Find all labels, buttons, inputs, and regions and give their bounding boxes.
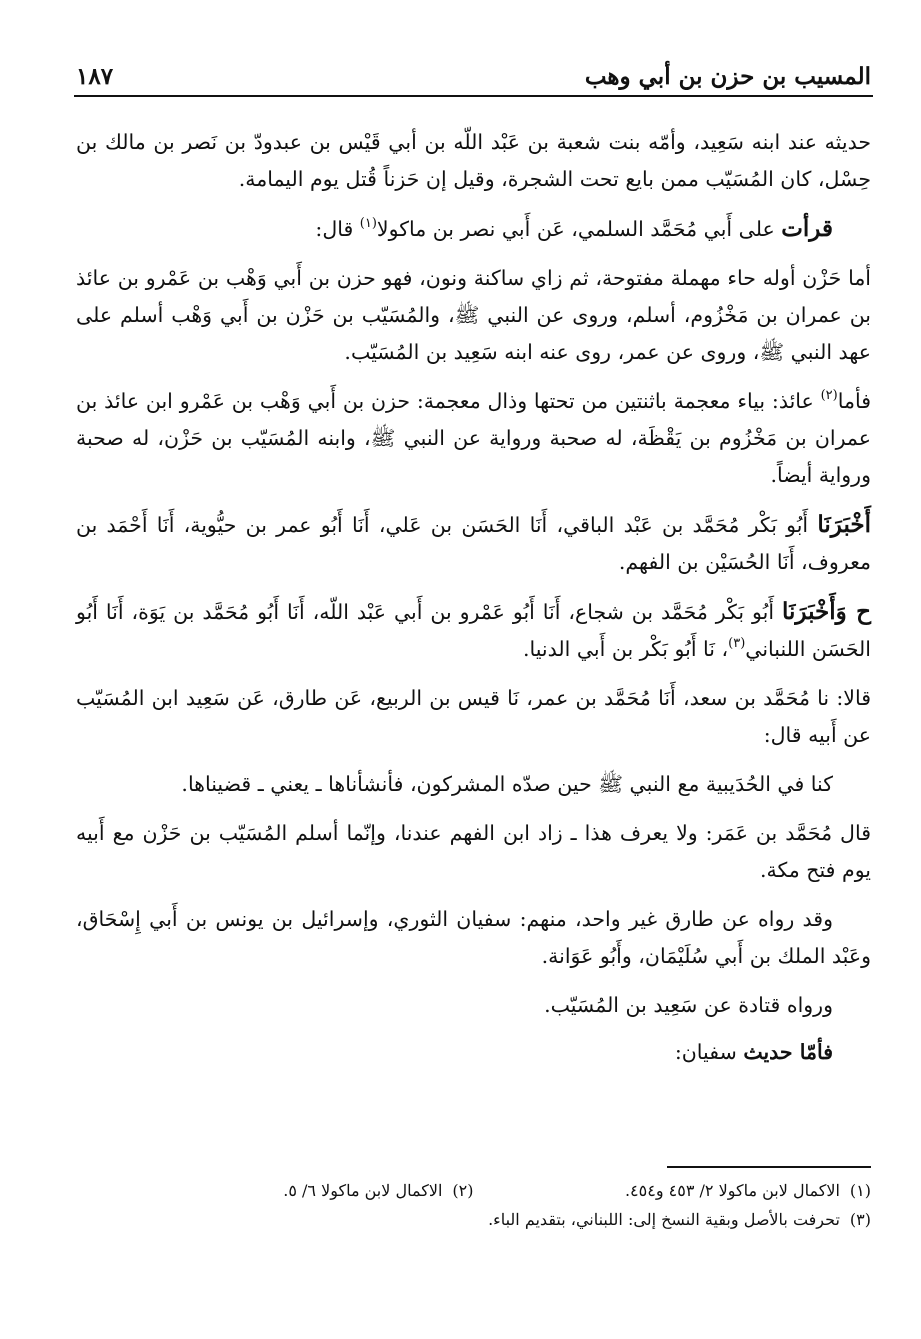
footnote-ref-2: (٢) [820, 388, 838, 403]
footnote-1 [474, 1176, 872, 1205]
paragraph-8 [76, 766, 871, 803]
paragraph-2-text-a: على أَبي مُحَمَّد السلمي، عَن أَبي نصر بن ماكولا [376, 217, 782, 241]
paragraph-12-lead: فأمّا حديث [743, 1040, 833, 1064]
paragraph-3-text: أما حَزْن أوله حاء مهملة مفتوحة، ثم زاي ساكنة ونون، فهو حزن بن أَبي وَهْب بن عَمْرو بن عائذ بن عمران بن مَخْزُوم، أسلم، وروى عن النبي ﷺ، والمُسَيّب بن حَزْن بن أَبي وَهْب أسلم على عهد النبي ﷺ، وروى عن عمر، روى عنه ابنه سَعِيد بن المُسَيّب. [76, 266, 871, 364]
paragraph-11-text: ورواه قتادة عن سَعِيد بن المُسَيّب. [544, 993, 833, 1017]
paragraph-6-lead: ح وَأَخْبَرَنَا [781, 598, 872, 625]
paragraph-4-text-b: عائذ: بياء معجمة باثنتين من تحتها وذال معجمة: حزن بن أَبي وَهْب بن عَمْرو ابن عائذ بن عمران بن مَخْزُوم بن يَقْظَة، له صحبة ورواية عن النبي ﷺ، وابنه المُسَيّب بن حَزْن، له صحبة ورواية أيضاً. [76, 389, 871, 487]
paragraph-5-text: أَبُو بَكْر مُحَمَّد بن عَبْد الباقي، أَنَا الحَسَن بن عَلي، أَنَا أَبُو عمر بن حيُّوية، أَنَا أَحْمَد بن معروف، أَنَا الحُسَيْن بن الفهم. [76, 513, 871, 574]
paragraph-1 [76, 124, 871, 198]
main-text [76, 124, 871, 1083]
footnote-3 [488, 1205, 871, 1234]
paragraph-2 [76, 210, 871, 248]
running-title: المسيب بن حزن بن أبي وهب [584, 63, 871, 90]
paragraph-12-text: سفيان: [674, 1040, 744, 1064]
footnote-rule [667, 1166, 871, 1168]
paragraph-2-text-b: قال: [315, 217, 360, 241]
footnote-ref-3: (٣) [728, 636, 746, 651]
paragraph-6-text-b: ، نَا أَبُو بَكْر بن أَبي الدنيا. [522, 637, 729, 661]
paragraph-5-lead: أَخْبَرَنَا [817, 511, 871, 538]
footnote-ref-1: (١) [359, 216, 377, 231]
header-rule [74, 95, 873, 97]
footnote-1-number: (١) [849, 1181, 871, 1200]
footnote-3-text: تحرفت بالأصل وبقية النسخ إلى: اللبناني، بتقديم الباء. [488, 1210, 840, 1229]
paragraph-6 [76, 593, 871, 668]
footnote-row-2 [76, 1205, 871, 1234]
footnote-3-number: (٣) [849, 1210, 871, 1229]
paragraph-5 [76, 506, 871, 581]
paragraph-4 [76, 383, 871, 494]
paragraph-8-text: كنا في الحُدَيبية مع النبي ﷺ حين صدّه المشركون، فأنشأناها ـ يعني ـ قضيناها. [181, 772, 833, 796]
paragraph-1-text: حديثه عند ابنه سَعِيد، وأمّه بنت شعبة بن عَبْد اللّه بن أبي قَيْس بن عبدودّ بن نَصر بن مالك بن حِسْل، كان المُسَيّب ممن بايع تحت الشجرة، وقيل إن حَزناً قُتل يوم اليمامة. [76, 130, 871, 191]
footnote-2-text: الاكمال لابن ماكولا ٦/ ٥. [283, 1181, 443, 1200]
footnote-2-number: (٢) [452, 1181, 474, 1200]
footnote-1-text: الاكمال لابن ماكولا ٢/ ٤٥٣ و٤٥٤. [624, 1181, 840, 1200]
paragraph-9 [76, 815, 871, 889]
paragraph-9-text: قال مُحَمَّد بن عَمَر: ولا يعرف هذا ـ زاد ابن الفهم عندنا، وإنّما أسلم المُسَيّب بن حَزْن مع أَبيه يوم فتح مكة. [76, 821, 871, 882]
paragraph-7-text: قالا: نا مُحَمَّد بن سعد، أَنَا مُحَمَّد بن عمر، نَا قيس بن الربيع، عَن طارق، عَن سَعِيد ابن المُسَيّب عن أَبيه قال: [76, 686, 871, 747]
page-header [76, 56, 871, 90]
paragraph-3 [76, 260, 871, 371]
paragraph-2-lead: قرأت [781, 215, 833, 242]
page-number: ١٨٧ [76, 63, 114, 90]
paragraph-11 [76, 987, 871, 1024]
paragraph-6-text-a: أَبُو بَكْر مُحَمَّد بن شجاع، أَنَا أَبُو عَمْرو بن أَبي عَبْد اللّه، أَنَا أَبُو مُحَمَّد بن يَوَة، أَنَا أَبُو الحَسَن اللنباني [76, 600, 871, 661]
paragraph-12 [76, 1034, 871, 1071]
paragraph-4-text-a: فأما [837, 389, 871, 413]
footnote-row-1 [76, 1176, 871, 1205]
paragraph-7 [76, 680, 871, 754]
footnotes [76, 1176, 871, 1234]
footnote-2 [76, 1176, 474, 1205]
paragraph-10 [76, 901, 871, 975]
paragraph-10-text: وقد رواه عن طارق غير واحد، منهم: سفيان الثوري، وإسرائيل بن يونس بن أَبي إِسْحَاق، وعَبْد الملك بن أَبي سُلَيْمَان، وأَبُو عَوَانة. [76, 907, 871, 968]
